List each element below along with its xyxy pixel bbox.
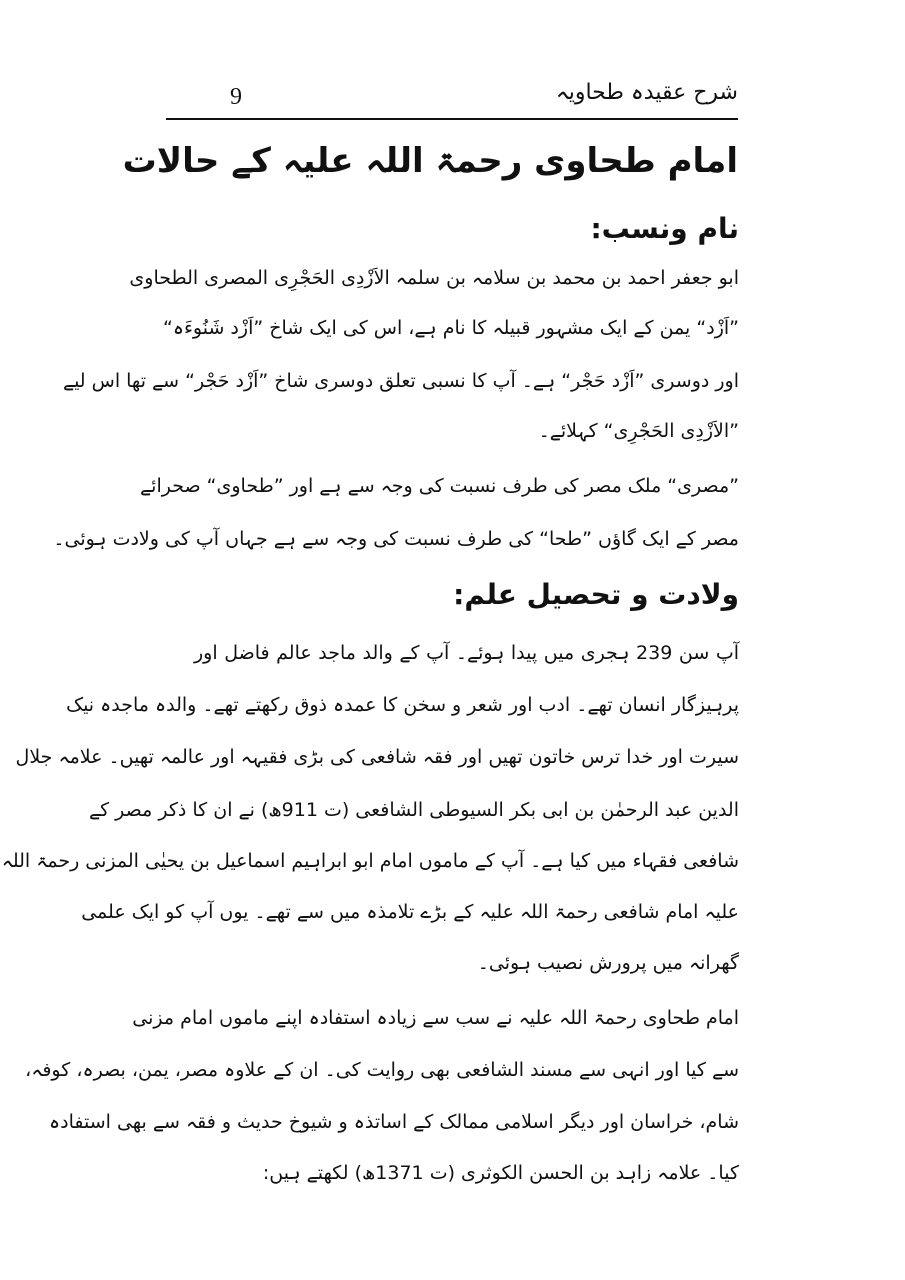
paragraph-line: امام طحاوی رحمۃ اللہ علیہ نے سب سے زیادہ استفادہ اپنے ماموں امام مزنی — [132, 1007, 739, 1029]
paragraph-line: ابو جعفر احمد بن محمد بن سلامہ بن سلمہ الاَزْدِی الحَجْرِی المصری الطحاوی — [129, 267, 739, 289]
paragraph-line: ”اَزْد“ یمن کے ایک مشہور قبیلہ کا نام ہے، اس کی ایک شاخ ”اَزْد شَنُوءَہ“ — [163, 317, 739, 339]
paragraph-line: سیرت اور خدا ترس خاتون تھیں اور فقہ شافعی کی بڑی فقیہہ اور عالمہ تھیں۔ علامہ جلال — [15, 746, 739, 768]
paragraph-line: کیا۔ علامہ زاہد بن الحسن الکوثری (ت 1371ھ) لکھتے ہیں: — [262, 1162, 739, 1184]
paragraph-line: شافعی فقہاء میں کیا ہے۔ آپ کے ماموں امام ابو ابراہیم اسماعیل بن یحیٰی المزنی رحمۃ اللہ — [1, 850, 739, 872]
paragraph-line: پرہیزگار انسان تھے۔ ادب اور شعر و سخن کا عمدہ ذوق رکھتے تھے۔ والدہ ماجدہ نیک — [66, 694, 739, 716]
paragraph-line: آپ سن 239 ہجری میں پیدا ہوئے۔ آپ کے والد ماجد عالم فاضل اور — [194, 642, 739, 664]
paragraph-line: ”الاَزْدِی الحَجْرِی“ کہلائے۔ — [538, 420, 739, 442]
running-header — [166, 78, 738, 120]
section-heading-lineage: نام ونسب: — [590, 212, 739, 245]
paragraph-line: علیہ امام شافعی رحمۃ اللہ علیہ کے بڑے تلامذہ میں سے تھے۔ یوں آپ کو ایک علمی — [81, 901, 739, 923]
paragraph-line: مصر کے ایک گاؤں ”طحا“ کی طرف نسبت کی وجہ سے ہے جہاں آپ کی ولادت ہوئی۔ — [53, 528, 739, 550]
paragraph-line: اور دوسری ”اَزْد حَجْر“ ہے۔ آپ کا نسبی تعلق دوسری شاخ ”اَزْد حَجْر“ سے تھا اس لیے — [62, 370, 739, 392]
chapter-title: امام طحاوی رحمۃ اللہ علیہ کے حالات — [122, 141, 738, 181]
section-heading-birth-education: ولادت و تحصیل علم: — [453, 578, 739, 611]
paragraph-line: شام، خراسان اور دیگر اسلامی ممالک کے اساتذہ و شیوخ حدیث و فقہ سے بھی استفادہ — [48, 1111, 739, 1133]
paragraph-line: ”مصری“ ملک مصر کی طرف نسبت کی وجہ سے ہے اور ”طحاوی“ صحرائے — [140, 475, 739, 497]
page-number: 9 — [230, 84, 242, 110]
book-title: شرح عقیدہ طحاویہ — [555, 80, 738, 105]
paragraph-line: سے کیا اور انہی سے مسند الشافعی بھی روایت کی۔ ان کے علاوہ مصر، یمن، بصرہ، کوفہ، — [25, 1059, 739, 1081]
paragraph-line: الدین عبد الرحمٰن بن ابی بکر السیوطی الشافعی (ت 911ھ) نے ان کا ذکر مصر کے — [88, 799, 739, 821]
paragraph-line: گھرانہ میں پرورش نصیب ہوئی۔ — [477, 952, 739, 974]
